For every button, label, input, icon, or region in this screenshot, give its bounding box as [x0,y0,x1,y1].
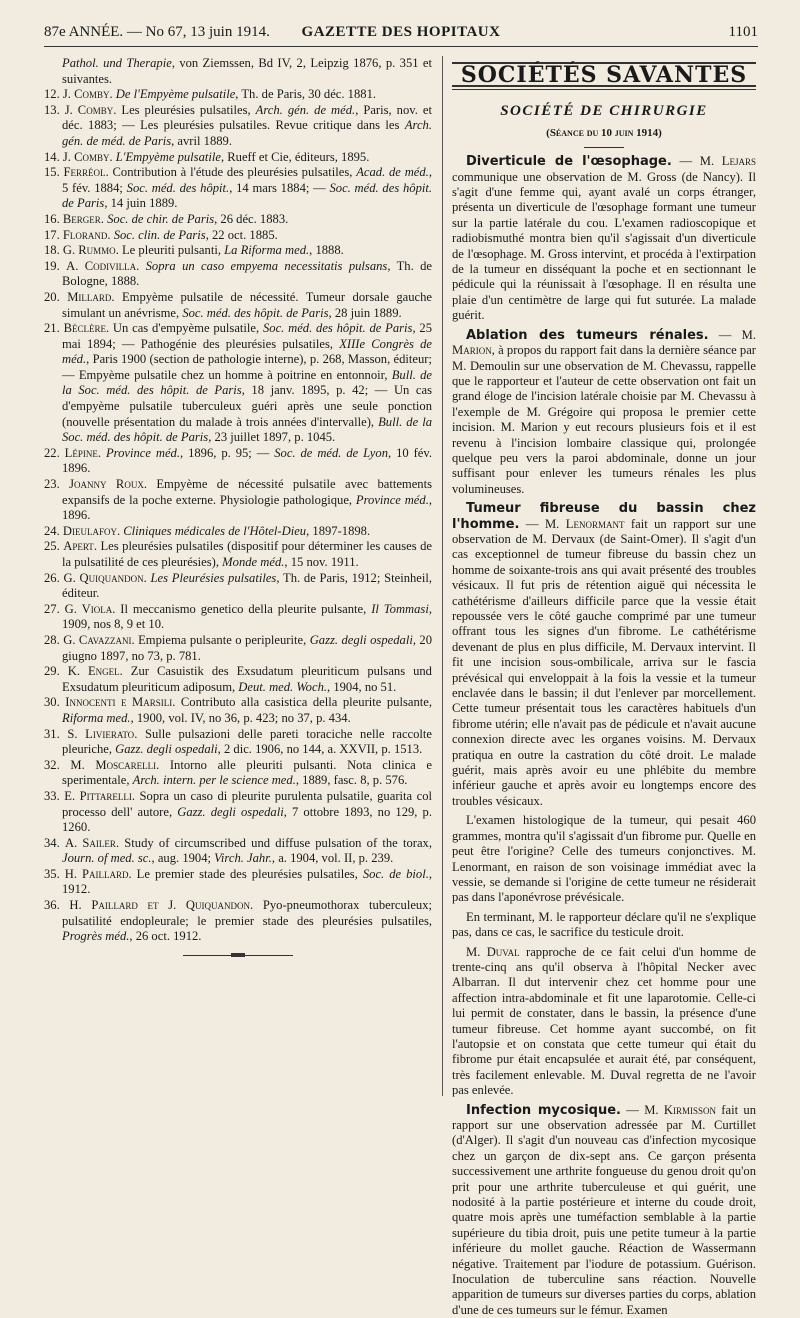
source-title: Riforma med. [62,710,131,725]
author-name: G. Cavazzani [63,632,132,647]
reference-item [44,727,432,758]
author-name: A. Codivilla [66,258,137,273]
reference-item [44,103,432,150]
text-run: , 25 mai 1894; — Pathogénie des pleurésies pulsatiles, [62,321,433,351]
text-run: — M. [671,154,722,169]
text-run: , 10 fév. 1896. [62,445,433,476]
reference-item [44,602,432,633]
text-run: , aug. 1904; [151,851,215,866]
reference-item [44,259,432,290]
short-rule [584,147,624,148]
text-run: , 1897-1898. [306,523,371,538]
text-run: , 20 giugno 1897, no 73, p. 781. [62,632,433,663]
text-run: . Il meccanismo genetico della pleurite pulsante, [112,601,372,616]
reference-list [44,56,432,956]
text-run: , 5 fév. 1884; [62,165,432,195]
text-run: — M. [708,327,756,342]
text-run: , Th. de Paris, 1912; Steinheil, éditeur. [62,570,433,601]
reference-item [44,165,432,212]
author-name: G. Quiquandon [63,570,144,585]
source-title: Bull. de la Soc. méd. des hôpit. de Paris [62,367,432,398]
report-paragraph [452,945,756,1099]
reference-number: 32. [44,757,71,772]
reference-number: 16. [44,211,63,226]
author-name: J. Comby [62,87,110,102]
author-name: K. Engel [67,664,120,679]
text-run: . Les pleurésies pulsatiles, [113,102,256,117]
reference-item [44,758,432,789]
text-run: , 14 juin 1889. [104,196,178,211]
text-run: . Empiema pulsante o peripleurite, [131,632,310,647]
text-run: , 7 ottobre 1893, no 129, p. 1260. [62,804,433,835]
text-run: , von Ziemssen, Bd IV, 2, Leipzig 1876, p. 351 et suivantes. [62,56,432,86]
report-paragraph [452,328,756,497]
text-run: . Intorno alle pleuriti pulsanti. Nota clinica e sperimentale, [62,757,432,788]
report-paragraph [452,501,756,809]
text-run: , 1889, fasc. 8, p. 576. [295,773,408,788]
source-title: Acad. de méd. [356,165,429,180]
reference-number: 28. [44,632,64,647]
paragraph-heading: Diverticule de l'œsophage. [466,154,672,170]
reference-number: 22. [44,445,65,460]
author-name: G. Viola [64,601,113,616]
reference-item [44,664,432,695]
source-title: Monde méd. [222,555,285,569]
text-run: , 1896. [62,492,432,523]
society-title: SOCIÉTÉ DE CHIRURGIE [500,103,708,120]
reference-number: 26. [44,570,64,585]
author-name: Lépine [64,445,98,460]
source-title: Gazz. degli ospedali [115,742,218,757]
reference-number: 17. [44,227,63,242]
text-run: , 1909, nos 8, 9 et 10. [62,601,432,632]
text-run: . [97,445,106,460]
author-name: M. Moscarelli [70,757,157,772]
author-name: Joanny Roux [69,477,144,492]
societes-savantes-column [452,56,756,1318]
report-paragraphs [452,154,756,1318]
reference-number: 23. [44,477,70,492]
source-title: Arch. gén. de méd. de Paris [62,118,432,148]
source-title: Soc. méd. des hôpit. de Paris [62,180,433,211]
text-run: , 2 dic. 1906, no 144, a. XXVII, p. 1513. [217,742,423,757]
speaker-name: Marion [452,343,492,358]
reference-item [44,539,432,570]
source-title: Journ. of med. sc. [62,851,152,866]
report-paragraph [452,154,756,323]
paragraph-heading: Tumeur fibreuse du bassin chez l'homme. [452,501,756,532]
reference-number: 25. [44,539,64,554]
column-rule [442,56,443,1096]
text-run: . [109,87,116,102]
section-banner: SOCIÉTÉS SAVANTES [452,62,756,87]
reference-item [44,243,432,259]
source-title: L'Empyème pulsatile [115,149,221,164]
text-run: , Th. de Bologne, 1888. [62,258,433,289]
text-run: , Paris 1900 (section de pathologie interne), p. 268, Masson, éditeur; — Empyème pulsatile chez un homme à poitrine en entonnoir, [62,352,432,382]
text-run: . Pyo-pneumothorax tuberculeux; pulsatilité endopleurale; le premier stade des pleurésies pulsatiles, [62,898,433,928]
text-run: communique une observation de M. Gross (de Nancy). Il s'agit d'une femme qui, ayant avalé un corps étranger, présenta un diverticule de l'œsophage formant une tumeur sur la partie latérale du cou. L'examen radioscopique et radiobismuthé montra bien qu'il s'agissait d'un diverticule de l'œsophage. M. Gross intervint, et procéda à l'extirpation de la tumeur en disséquant la poche et en sectionnant le pédicule qui la réunissait à l'œsophage. Il en résulta une plaie d'un centimètre de large qui fut suturée. La malade guérit. [452,169,756,323]
text-run: . Le pleuriti pulsanti, [115,243,225,258]
speaker-name: Kirmisson [663,1102,716,1117]
reference-number: 13. [44,102,65,117]
reference-number: 30. [44,695,66,710]
reference-number: 18. [44,243,63,258]
speaker-name: Lejars [721,154,756,169]
text-run: fait un rapport sur une observation de M. Dervaux (de Saint-Omer). Il s'agit d'un cas exceptionnel de tumeur fibreuse du bassin chez un homme de soixante-trois ans qui avait présenté des troubles vésicaux. Il fut pris de rétention aiguë qui nécessita le cathétérisme d'ailleurs difficile parce que la vessie était repoussée vers le côté gauche comprimé par une tumeur offrant tous les signes d'un fibrome. Le cathétérisme devenant de plus en plus difficile, M. Dervaux intervint. Il fit une incision sous-ombilicale, arriva sur le fascia prévésical qui enveloppait à la fois la vessie et la tumeur enclavée dans le bassin; il dut l'enlever par morcellement. Cette tumeur présentait tous les caractères habituels d'un fibrome utérin; elle n'avait pas de pédicule et n'avait aucune connexion directe avec les organes voisins. M. Dervaux pratiqua en outre la castration du côté droit. Le malade guérit, mais après avoir eu une phlébite du membre inférieur gauche et après avoir eu longtemps encore des troubles vésicaux. [452,516,757,808]
text-run: . Sulle pulsazioni delle pareti toraciche nelle raccolte pleuriche, [62,726,433,757]
text-run: . [109,149,116,164]
author-name: Berger [62,211,101,226]
text-run: , 1912. [62,866,432,897]
reference-item [44,477,432,524]
source-title: De l'Empyème pulsatile [115,87,236,102]
author-name: Millard [67,289,112,304]
reference-number: 20. [44,289,68,304]
text-run: , 26 déc. 1883. [214,211,289,226]
text-run: . [116,523,124,538]
text-run: . Un cas d'empyème pulsatile, [105,321,263,336]
text-run: , 1904, no 51. [327,679,397,694]
text-run: , 23 juillet 1897, p. 1045. [208,430,336,445]
text-run: En terminant, M. le rapporteur déclare qu'il ne s'explique pas, dans ce cas, le sacrifice du testicule droit. [452,909,756,940]
text-run: , a. 1904, vol. II, p. 239. [271,851,394,866]
source-title: Province méd. [355,492,429,507]
text-run: , 14 mars 1884; — [229,180,330,195]
reference-item [44,898,432,945]
journal-title: GAZETTE DES HOPITAUX [301,24,501,40]
text-run: , à propos du rapport fait dans la dernière séance par M. Demoulin sur une observation de M. Chevassu, rappelle que le rapporteur et l'auteur de cette observation ont fait un grand éloge de l'incision latérale choisie par M. Chevassu à l'exemple de M. Grégoire qui proposa le premier cette incision. M. Marion y eut recours plusieurs fois et il est revenu à l'incision lombaire classique qui, prolongée quelque peu vers la paroi abdominale, donne un jour suffisant pour enlever les tumeurs rénales les plus volumineuses. [452,343,756,496]
page-number: 1101 [728,24,758,40]
reference-number: 33. [44,788,65,803]
reference-number: 14. [44,149,63,164]
source-title: Sopra un caso empyema necessitatis pulsans [145,258,388,273]
text-run: . Le premier stade des pleurésies pulsatiles, [128,866,363,881]
author-name: E. Pittarelli [64,788,132,803]
source-title: Arch. gén. de méd. [255,102,356,117]
reference-number: 19. [44,258,67,273]
reference-number: 21. [44,321,64,336]
banner-underline [452,89,756,90]
text-run: . Sopra un caso di pleurite purulenta pulsatile, guarita col processo dell' autore, [62,788,432,819]
text-run: , 28 juin 1889. [328,305,402,320]
reference-item [44,695,432,726]
source-title: Soc. méd. des hôpit. de Paris [262,321,413,336]
source-title: XIIIe Congrès de méd. [62,336,433,367]
text-run: , 1896, p. 95; — [180,445,275,460]
paragraph-heading: Ablation des tumeurs rénales. [466,327,709,343]
source-title: Cliniques médicales de l'Hôtel-Dieu [123,523,307,538]
reference-number: 34. [44,835,65,850]
report-paragraph [452,1103,756,1318]
source-title: Gazz. degli ospedali [309,632,413,647]
session-date: (Séance du 10 juin 1914) [546,126,662,139]
text-run: , 1888. [309,243,344,258]
text-run: . Zur Casuistik des Exsudatum pleuriticum pulsans und Exsudatum pleuriticum adiposum, [62,664,432,694]
text-run: rapproche de ce fait celui d'un homme de trente-cinq ans qu'il observa à l'hôpital Necker avec Albarran. Il dut intervenir chez cet homme pour une affection intra-abdominale et fit une laparotomie. Celle-ci lui permit de constater, dans le bassin, la présence d'une tumeur fibreuse. Cet homme ayant succombé, on fit l'autopsie et on constata que cette tumeur qui était du fibrome pur était encapsulée et aurait été, par conséquent, très facilement enlevable. M. Duval regretta de ne l'avoir pas enlevée. [452,944,756,1098]
source-title: Gazz. degli ospedali [177,804,284,819]
reference-item [44,446,432,477]
text-run: . Empyème de nécessité pulsatile avec battements expansifs de la poche externe. Physiologie pathologique, [62,477,433,507]
author-name: S. Livierato [67,726,135,741]
source-title: Soc. de méd. de Lyon [274,445,388,460]
source-title: Virch. Jahr. [214,851,272,866]
reference-item [44,87,432,103]
reference-item [44,321,432,446]
source-title: Soc. de chir. de Paris [107,211,215,226]
reference-number: 15. [44,165,64,180]
reference-number: 35. [44,866,65,881]
text-run: , 18 janv. 1895, p. 42; — Un cas d'empyème pulsatile tuberculeux guéri après une seule ponction (nouvelle présentation du malade à trois années d'intervalle), [62,383,432,429]
reference-item [44,867,432,898]
source-title: Les Pleurésies pulsatiles [150,570,277,585]
reference-item [44,150,432,166]
issue-info: 87e ANNÉE. — No 67, 13 juin 1914. [44,24,270,40]
text-run: fait un rapport sur une observation adressée par M. Curtillet (d'Alger). Il s'agit d'un nouveau cas d'infection mycosique chez un garçon de dix-sept ans. Ce garçon présenta successivement une arthrite fongueuse du genou droit qu'on prit pour une arthrite tuberculeuse et qui guérit, une nodosité à la partie postérieure et interne du coude droit, quatre mois après une tuméfaction semblable à la partie supérieure du tibia droit, puis une petite tumeur à la partie inférieure du mollet gauche. Réaction de Wassermann négative. Traitement par l'iodure de potassium. Guérison. Inoculation de tuberculine sans réaction. Nouvelle apparition de tumeurs sur diverses parties du corps, ablation d'une de ces tumeurs sur le fémur. Examen [452,1102,756,1317]
header-rule [44,46,758,47]
source-title: Bull. de la Soc. méd. des hôpit. de Paris [62,414,432,445]
text-run: , Rueff et Cie, éditeurs, 1895. [220,149,370,164]
source-title: La Riforma med. [224,243,310,258]
reference-number: 27. [44,601,65,616]
author-name: Innocenti e Marsili [65,695,173,710]
text-run: . [136,258,146,273]
source-title: Arch. intern. per le science med. [132,773,296,788]
speaker-name: Lenormant [565,516,625,531]
reference-item [44,212,432,228]
author-name: H. Paillard [64,866,129,881]
text-run: , avril 1889. [171,133,232,148]
text-run: , Paris, nov. et déc. 1883; — Les pleurésies pulsatiles. Revue critique dans les [62,102,432,133]
reference-item [44,633,432,664]
source-title: Pathol. und Therapie [62,56,172,70]
text-run: — M. [519,516,566,531]
author-name: Apert [63,539,94,554]
text-run: . Les pleurésies pulsatiles (dispositif pour déterminer les causes de la pulsatilité de ces pleurésies), [62,539,433,569]
reference-item [44,290,432,321]
text-run: , 1900, vol. IV, no 36, p. 423; no 37, p. 434. [130,710,351,725]
text-run: , 15 nov. 1911. [284,555,359,569]
author-name: Ferréol [63,165,106,180]
speaker-name: Duval [486,944,520,959]
reference-number: 31. [44,726,68,741]
author-name: G. Rummo [62,243,116,258]
page-header [44,24,758,46]
source-title: Soc. clin. de Paris [113,227,206,242]
text-run: . [100,211,108,226]
text-run: . [143,570,151,585]
author-name: Florand [62,227,108,242]
reference-item [44,571,432,602]
author-name: Béclère [63,321,106,336]
text-run: . Empyème pulsatile de nécessité. Tumeur dorsale gauche simulant un anévrisme, [62,289,433,320]
report-paragraph [452,813,756,905]
source-title: Province méd. [105,445,180,460]
report-paragraph [452,910,756,941]
source-title: Soc. méd. des hôpit. [126,180,230,195]
source-title: Deut. med. Woch. [238,679,328,694]
text-run: . Study of circumscribed und diffuse pulsation of the torax, [115,835,432,850]
source-title: Progrès méd. [62,929,130,944]
text-run: — M. [620,1102,664,1117]
author-name: Dieulafoy [62,523,117,538]
reference-item [44,56,432,87]
author-name: A. Sailer [64,835,116,850]
reference-item [44,524,432,540]
text-run: , 22 oct. 1885. [205,227,278,242]
text-run: L'examen histologique de la tumeur, qui pesait 460 grammes, montra qu'il s'agissait d'un fibrome pur. Quelle en peut être l'origine? Celle des tumeurs conjonctives. M. Lenormant, en raison de son voisinage immédiat avec la vessie, se demande si l'origine de cette tumeur ne résiderait pas dans l'aponévrose prévésicale. [452,813,756,905]
reference-item [44,836,432,867]
source-title: Il Tommasi [371,601,429,616]
author-name: H. Paillard et J. Quiquandon [69,898,251,913]
reference-number: 36. [44,898,70,913]
reference-number: 12. [44,87,63,102]
reference-number: 29. [44,664,68,679]
text-run: . Contribution à l'étude des pleurésies pulsatiles, [105,165,357,180]
author-name: J. Comby [62,149,110,164]
reference-item [44,228,432,244]
text-run: , Th. de Paris, 30 déc. 1881. [235,87,377,102]
source-title: Soc. de biol. [362,866,429,881]
source-title: Soc. méd. des hôpit. de Paris [182,305,329,320]
reference-number: 24. [44,523,63,538]
text-run: M. [466,944,487,959]
author-name: J. Comby [64,102,114,117]
reference-item [44,789,432,836]
text-run: . Contributo alla casistica della pleurite pulsante, [172,695,432,710]
text-run: , 26 oct. 1912. [129,929,202,944]
paragraph-heading: Infection mycosique. [466,1102,621,1118]
end-ornament [183,955,293,956]
text-run: . [107,227,114,242]
